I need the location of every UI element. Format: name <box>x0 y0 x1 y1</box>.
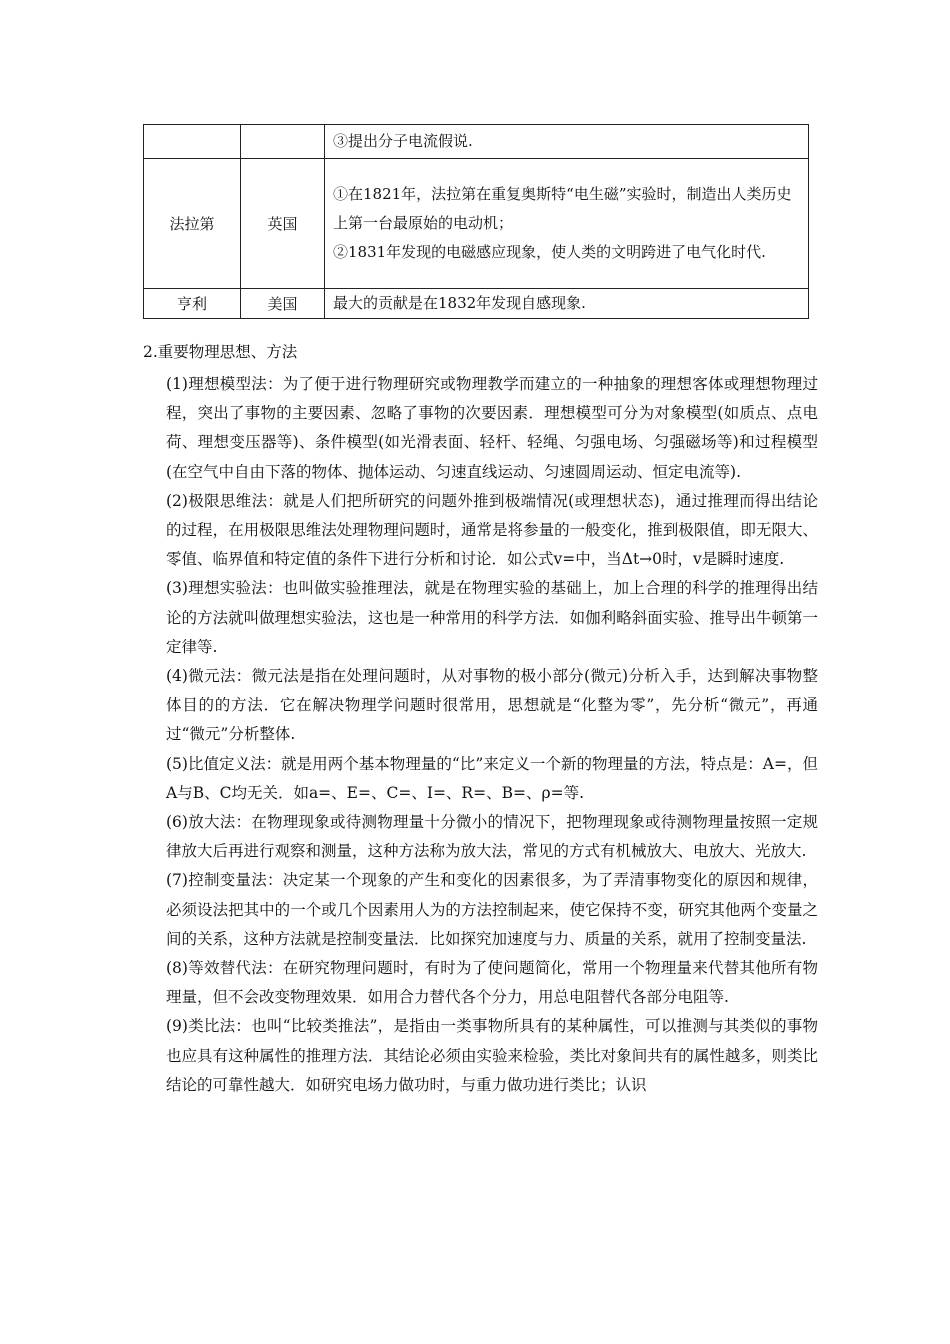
paragraph-infinitesimal: (4)微元法：微元法是指在处理问题时，从对事物的极小部分(微元)分析入手，达到解决事物整体目的的方法．它在解决物理学问题时很常用，思想就是“化整为零”，先分析“微元”，再通过“微元”分析整体. <box>166 667 818 744</box>
paragraph-control-variables: (7)控制变量法：决定某一个现象的产生和变化的因素很多，为了弄清事物变化的原因和规律，必须设法把其中的一个或几个因素用人为的方法控制起来，使它保持不变，研究其他两个变量之间的关系，这种方法就是控制变量法．比如探究加速度与力、质量的关系，就用了控制变量法. <box>166 871 818 948</box>
contribution-cell <box>325 289 809 319</box>
scientist-name-cell: 亨利 <box>144 289 241 319</box>
paragraph-list <box>143 370 818 1100</box>
country-cell <box>241 125 325 159</box>
table-row <box>144 125 809 159</box>
paragraph-limit-thinking: (2)极限思维法：就是人们把所研究的问题外推到极端情况(或理想状态)，通过推理而得出结论的过程，在用极限思维法处理物理问题时，通常是将参量的一般变化，推到极限值，即无限大、零值、临界值和特定值的条件下进行分析和讨论．如公式v=中，当Δt→0时，v是瞬时速度. <box>166 491 818 569</box>
table-row <box>144 289 809 319</box>
paragraph-equivalent-substitution: (8)等效替代法：在研究物理问题时，有时为了使问题简化，常用一个物理量来代替其他所有物理量，但不会改变物理效果．如用合力替代各个分力，用总电阻替代各部分电阻等. <box>166 959 818 1007</box>
contribution-cell <box>325 125 809 159</box>
paragraph-ideal-experiment: (3)理想实验法：也叫做实验推理法，就是在物理实验的基础上，加上合理的科学的推理得出结论的方法就叫做理想实验法，这也是一种常用的科学方法．如伽利略斜面实验、推导出牛顿第一定律等. <box>166 579 818 656</box>
contribution-line: 最大的贡献是在1832年发现自感现象. <box>333 294 586 312</box>
scientist-name-cell <box>144 125 241 159</box>
section-heading: 2.重要物理思想、方法 <box>143 343 298 361</box>
methods-section <box>143 340 818 1100</box>
country-cell: 美国 <box>241 289 325 319</box>
country-cell: 英国 <box>241 159 325 289</box>
contribution-line: ①在1821年，法拉第在重复奥斯特“电生磁”实验时，制造出人类历史上第一台最原始的电动机； <box>333 185 792 232</box>
contribution-cell <box>325 159 809 289</box>
contribution-line: ③提出分子电流假说. <box>333 132 473 150</box>
contribution-line: ②1831年发现的电磁感应现象，使人类的文明跨进了电气化时代. <box>333 243 766 261</box>
paragraph-amplification: (6)放大法：在物理现象或待测物理量十分微小的情况下，把物理现象或待测物理量按照一定规律放大后再进行观察和测量，这种方法称为放大法，常见的方式有机械放大、电放大、光放大. <box>166 813 818 861</box>
paragraph-ideal-model: (1)理想模型法：为了便于进行物理研究或物理教学而建立的一种抽象的理想客体或理想物理过程，突出了事物的主要因素、忽略了事物的次要因素．理想模型可分为对象模型(如质点、点电荷、理想变压器等)、条件模型(如光滑表面、轻杆、轻绳、匀强电场、匀强磁场等)和过程模型(在空气中自由下落的物体、抛体运动、匀速直线运动、匀速圆周运动、恒定电流等). <box>166 375 818 481</box>
table-row <box>144 159 809 289</box>
scientist-name-cell: 法拉第 <box>144 159 241 289</box>
paragraph-analogy: (9)类比法：也叫“比较类推法”，是指由一类事物所具有的某种属性，可以推测与其类似的事物也应具有这种属性的推理方法．其结论必须由实验来检验，类比对象间共有的属性越多，则类比结论的可靠性越大．如研究电场力做功时，与重力做功进行类比；认识 <box>166 1017 818 1094</box>
scientist-contribution-table <box>143 124 809 319</box>
paragraph-ratio-definition: (5)比值定义法：就是用两个基本物理量的“比”来定义一个新的物理量的方法，特点是：A=，但A与B、C均无关．如a=、E=、C=、I=、R=、B=、ρ=等. <box>166 754 818 802</box>
